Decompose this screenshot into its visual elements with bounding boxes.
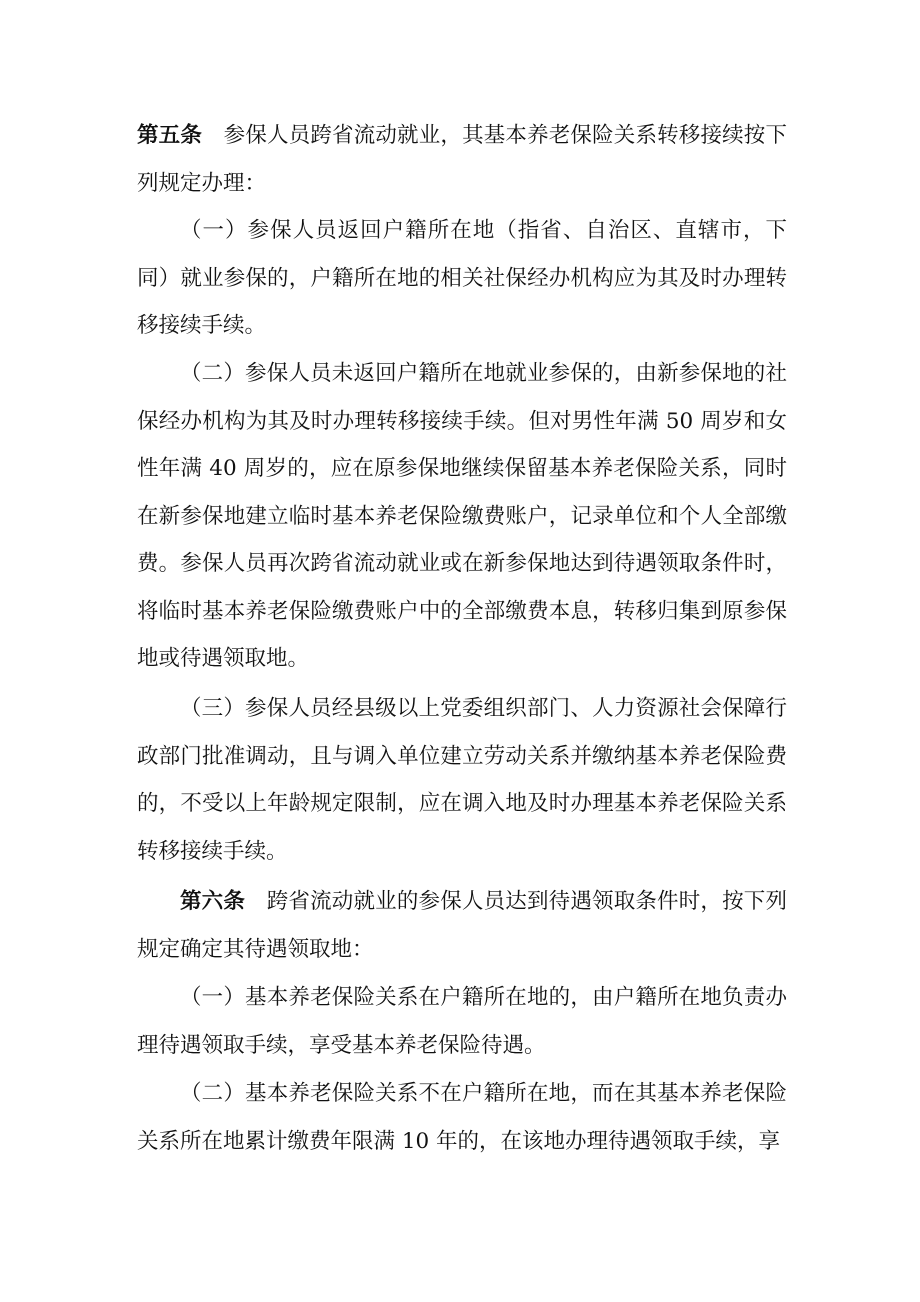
- article-5-item-1: （一）参保人员返回户籍所在地（指省、自治区、直辖市，下同）就业参保的，户籍所在地的相关社保经办机构应为其及时办理转移接续手续。: [137, 218, 787, 338]
- article-5-text: 参保人员跨省流动就业，其基本养老保险关系转移接续按下列规定办理：: [137, 123, 787, 196]
- article-5-item-2: （二）参保人员未返回户籍所在地就业参保的，由新参保地的社保经办机构为其及时办理转移接续手续。但对男性年满 50 周岁和女性年满 40 周岁的，应在原参保地继续保留基本养老保险关系，同时在新参保地建立临时基本养老保险缴费账户，记录单位和个人全部缴费。参保人员再次跨省流动就业或在新参保地达到待遇领取条件时，将临时基本养老保险缴费账户中的全部缴费本息，转移归集到原参保地或待遇领取地。: [137, 361, 787, 671]
- article-6-item-2: （二）基本养老保险关系不在户籍所在地，而在其基本养老保险关系所在地累计缴费年限满 10 年的，在该地办理待遇领取手续，享: [137, 1081, 787, 1154]
- article-6-paragraph: [137, 878, 787, 973]
- article-6-text: 跨省流动就业的参保人员达到待遇领取条件时，按下列规定确定其待遇领取地：: [137, 889, 787, 962]
- article-5-item-3: （三）参保人员经县级以上党委组织部门、人力资源社会保障行政部门批准调动，且与调入单位建立劳动关系并缴纳基本养老保险费的，不受以上年龄规定限制，应在调入地及时办理基本养老保险关系转移接续手续。: [137, 696, 787, 864]
- article-6-item-1: （一）基本养老保险关系在户籍所在地的，由户籍所在地负责办理待遇领取手续，享受基本养老保险待遇。: [137, 985, 787, 1058]
- article-5-heading: 第五条: [137, 123, 203, 148]
- article-6-heading: 第六条: [180, 889, 246, 914]
- article-5-paragraph: [137, 112, 787, 207]
